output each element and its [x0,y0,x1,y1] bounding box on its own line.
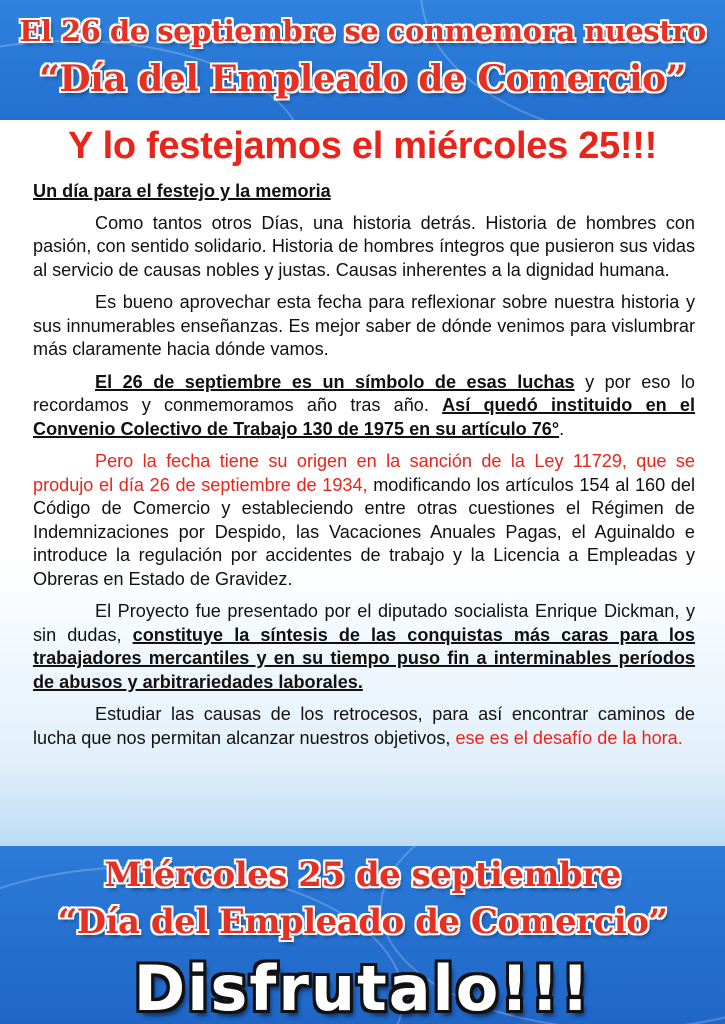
subtitle: Y lo festejamos el miércoles 25!!! [68,125,657,167]
article-heading: Un día para el festejo y la memoria [33,181,331,201]
article-body [33,180,695,759]
paragraph-4 [33,450,695,591]
paragraph-5 [33,600,695,694]
footer-call-to-action: Disfrutalo!!! [133,952,592,1024]
paragraph-6 [33,703,695,750]
paragraph-4-red: Pero la fecha tiene su origen en la sanción de la Ley 11729, que se produjo el día 26 de septiembre de 1934, [33,451,695,495]
header-line-1: El 26 de septiembre se conmemora nuestro [19,14,706,48]
paragraph-5-text: El Proyecto fue presentado por el diputado socialista Enrique Dickman, y sin dudas, [33,601,695,645]
paragraph-3-bold-2: Así quedó instituido en el Convenio Colectivo de Trabajo 130 de 1975 en su artículo 76° [33,395,695,439]
header-line-2: “Día del Empleado de Comercio” [39,58,686,100]
paragraph-3-text: y por eso lo recordamos y conmemoramos año tras año. [33,371,695,415]
paragraph-3-bold: El 26 de septiembre es un símbolo de esas luchas [95,371,575,392]
paragraph-5-bold: constituye la síntesis de las conquistas más caras para los trabajadores mercantiles y en su tiempo puso fin a interminables períodos de abusos y arbitrariedades laborales. [33,624,695,692]
paragraph-6-red: ese es el desafío de la hora. [455,727,683,748]
paragraph-4-text: modificando los artículos 154 al 160 del Código de Comercio y estableciendo entre otras cuestiones el Régimen de Indemnizaciones por Despido, las Vacaciones Anuales Pagas, el Aguinaldo e introduce la regulación por accidentes de trabajo y la Licencia a Empleadas y Obreras en Estado de Gravidez. [33,474,696,589]
paragraph-6-text: Estudiar las causas de los retrocesos, para así encontrar caminos de lucha que nos permitan alcanzar nuestros objetivos, [33,704,695,748]
paragraph-2: Es bueno aprovechar esta fecha para reflexionar sobre nuestra historia y sus innumerables enseñanzas. Es mejor saber de dónde venimos para vislumbrar más claramente hacia dónde vamos. [33,292,695,359]
footer-line-2: “Día del Empleado de Comercio” [57,902,668,942]
paragraph-3-end: . [559,418,565,439]
paragraph-3 [33,371,695,442]
paragraph-1: Como tantos otros Días, una historia detrás. Historia de hombres con pasión, con sentido solidario. Historia de hombres íntegros que pusieron sus vidas al servicio de causas nobles y justas. Causas inherentes a la dignidad humana. [33,212,695,280]
footer-line-1: Miércoles 25 de septiembre [104,855,621,895]
